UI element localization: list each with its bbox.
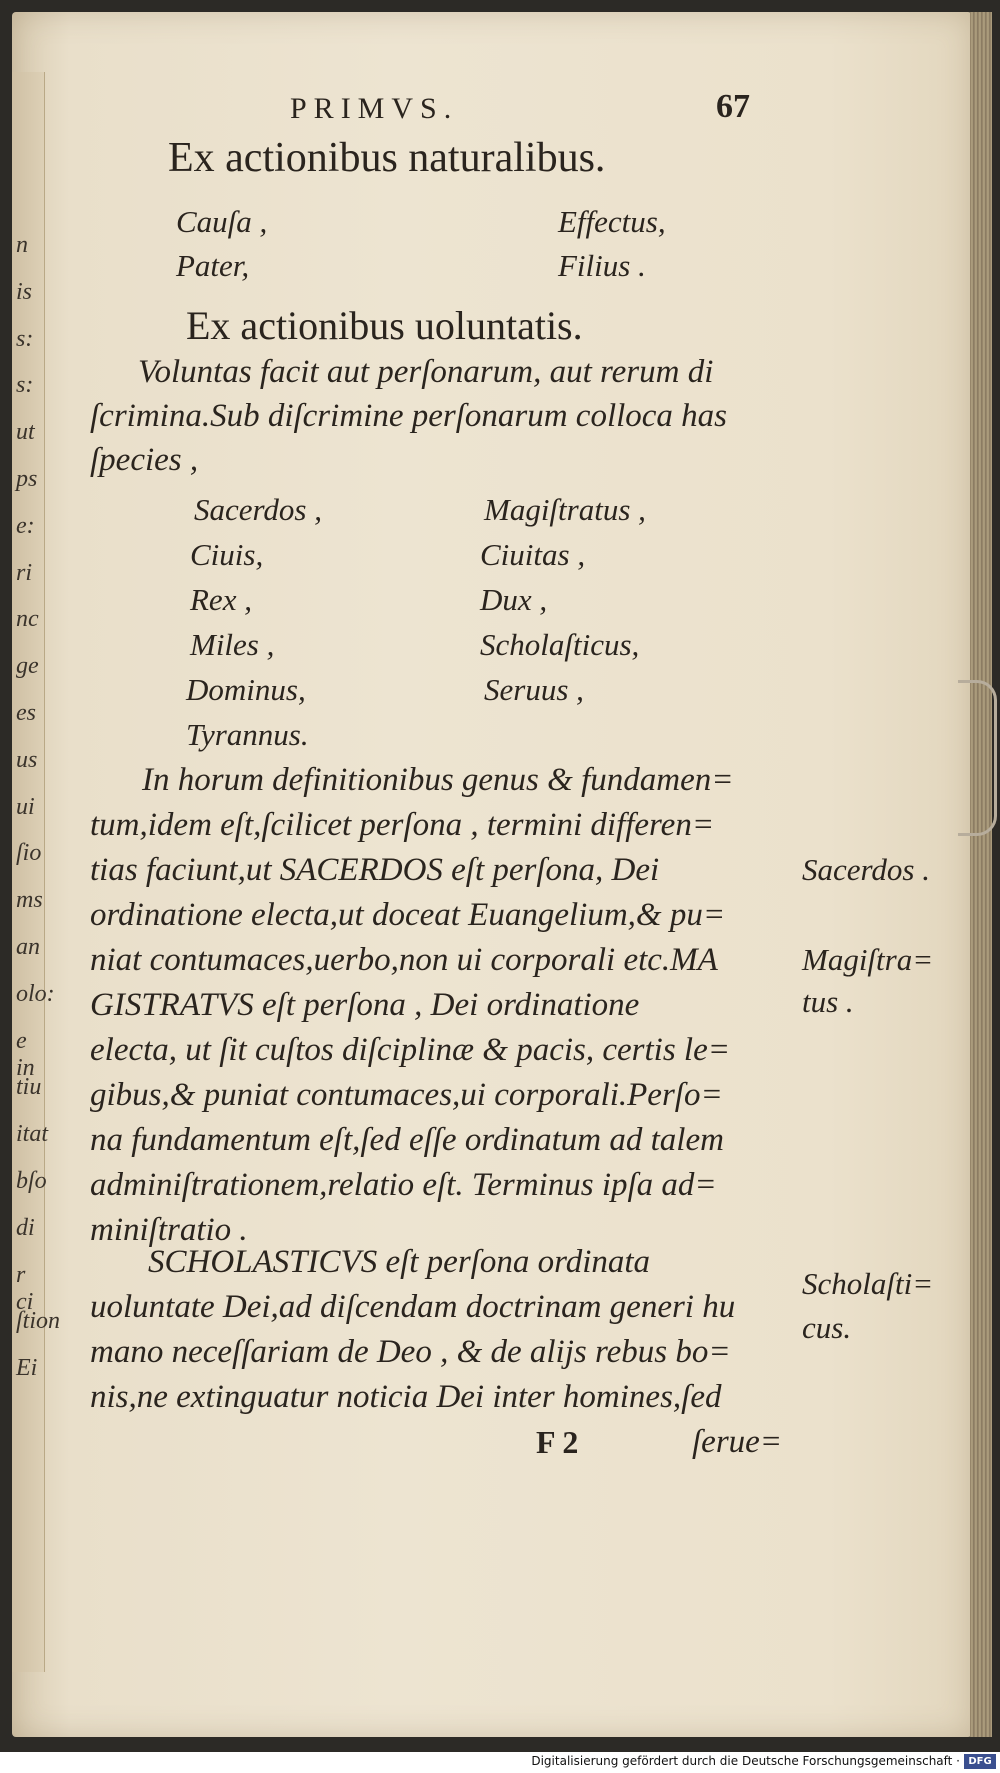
margin-note-magistratus-1: Magiſtra= [802,942,934,977]
running-head: PRIMVS. [290,92,459,125]
paragraph-1-line-10: adminiſtrationem,relatio eſt. Terminus ipſa ad= [90,1167,717,1203]
facing-page-fragment: ms [16,887,43,914]
paragraph-2-line-1: SCHOLASTICVS eſt perſona ordinata [148,1244,651,1280]
species-right-5: Seruus , [484,672,584,707]
intro-line-1: Voluntas facit aut perſonarum, aut rerum di [138,354,714,390]
footer-credit: Digitalisierung gefördert durch die Deutsche Forschungsgemeinschaft · [531,1754,960,1768]
margin-note-magistratus-2: tus . [802,984,854,1019]
facing-page-fragment: itat [16,1121,49,1148]
signature-mark: F 2 [536,1424,579,1460]
facing-page-fragment: an [16,934,40,960]
species-left-6: Tyrannus. [186,717,309,752]
facing-page-fragment: e in [16,1027,35,1081]
margin-note-scholasticus-2: cus. [802,1310,852,1345]
facing-page-fragment: us [16,746,38,773]
facing-page-fragment: tiu [16,1074,42,1101]
catchword: ſerue= [692,1424,783,1460]
facing-page-fragment: ſtion [16,1308,61,1335]
paragraph-1-line-5: niat contumaces,uerbo,non ui corporali etc.MA [90,942,718,978]
paragraph-1-line-4: ordinatione electa,ut doceat Euangelium,& pu= [90,897,726,933]
paragraph-2-line-2: uoluntate Dei,ad diſcendam doctrinam generi hu [90,1289,736,1325]
paragraph-2-line-4: nis,ne extinguatur noticia Dei inter homines,ſed [90,1379,722,1415]
intro-line-2: ſcrimina.Sub diſcrimine perſonarum colloca has [90,398,728,434]
facing-page-fragment: ut [16,419,35,446]
facing-page-edge [12,72,61,1672]
pair-left-1: Cauſa , [176,204,268,239]
facing-page-fragment: is [16,278,33,305]
paragraph-1-line-3: tias faciunt,ut SACERDOS eſt perſona, Dei [90,852,660,888]
facing-page-fragment: ſio [16,840,42,867]
facing-page-fragment: s: [16,372,34,399]
pair-left-2: Pater, [176,248,250,283]
facing-page-fragment: e: [16,512,35,539]
margin-note-scholasticus-1: Scholaſti= [802,1266,934,1301]
facing-page-fragment: es [16,700,36,726]
paragraph-1-line-11: miniſtratio . [90,1212,248,1248]
paragraph-1-line-7: electa, ut ſit cuſtos diſciplinæ & pacis, certis le= [90,1032,731,1068]
intro-line-3: ſpecies , [90,442,199,478]
species-left-1: Sacerdos , [194,492,322,527]
paragraph-1-line-1: In horum definitionibus genus & fundamen= [142,762,734,798]
facing-page-fragment: bſo [16,1168,47,1194]
species-right-4: Scholaſticus, [480,627,640,662]
heading-natural-actions: Ex actionibus naturalibus. [168,135,606,181]
page-block-edge [970,12,992,1737]
paragraph-1-line-2: tum,idem eſt,ſcilicet perſona , termini differen= [90,807,715,843]
species-left-5: Dominus, [186,672,306,707]
species-left-3: Rex , [190,582,252,617]
facing-page-fragment: s: [16,325,34,352]
pair-right-2: Filius . [558,248,646,283]
species-right-2: Ciuitas , [480,537,586,572]
facing-page-fragment: nc [16,606,39,633]
facing-page-fragment: n [16,232,28,258]
facing-page-fragment: ri [16,559,33,586]
facing-page-fragment: r ci [16,1261,34,1315]
dfg-logo-icon: DFG [964,1754,996,1769]
paragraph-1-line-6: GISTRATVS eſt perſona , Dei ordinatione [90,987,640,1023]
clasp-ribbon [958,680,997,836]
paragraph-2-line-3: mano neceſſariam de Deo , & de alijs rebus bo= [90,1334,731,1370]
facing-page-fragment: olo: [16,980,55,1007]
paragraph-1-line-8: gibus,& puniat contumaces,ui corporali.Perſo= [90,1077,723,1113]
facing-page-fragment: ge [16,653,39,680]
pair-right-1: Effectus, [558,204,666,239]
facing-page-fragment: Ei [16,1355,38,1382]
species-left-2: Ciuis, [190,537,264,572]
facing-page-fragment: di [16,1214,35,1241]
page-number: 67 [716,88,750,125]
species-right-3: Dux , [480,582,548,617]
paragraph-1-line-9: na fundamentum eſt,ſed eſſe ordinatum ad talem [90,1122,724,1158]
heading-voluntary-actions: Ex actionibus uoluntatis. [186,303,583,348]
margin-note-sacerdos: Sacerdos . [802,852,930,887]
species-left-4: Miles , [190,627,275,662]
species-right-1: Magiſtratus , [484,492,646,527]
facing-page-fragment: ps [16,466,38,492]
facing-page-fragment: ui [16,793,35,820]
